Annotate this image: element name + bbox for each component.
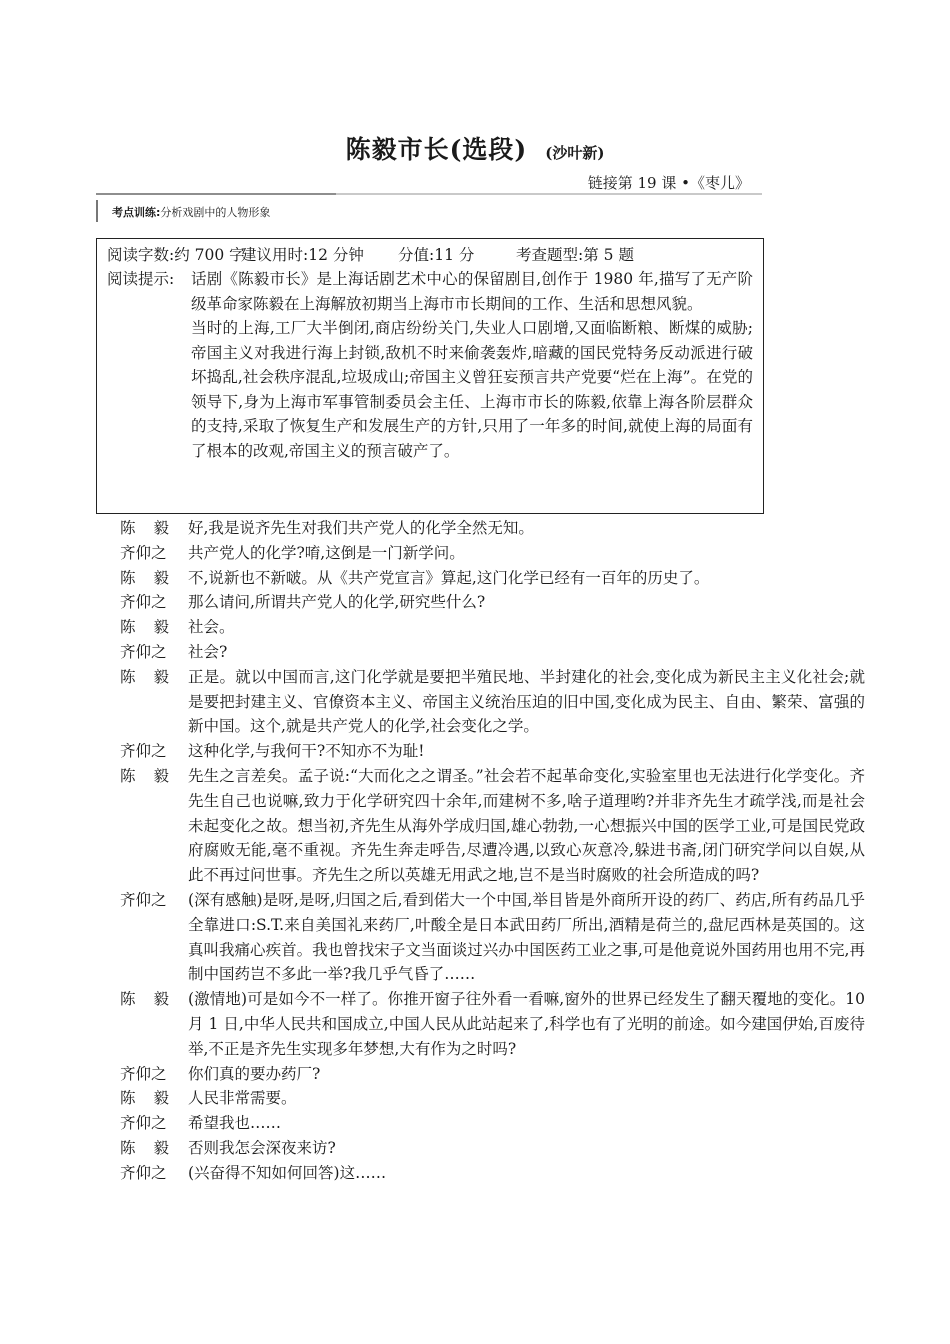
speaker: 齐仰之 xyxy=(120,1163,167,1182)
speaker: 齐仰之 xyxy=(120,1114,167,1133)
dialogue-line xyxy=(120,764,865,888)
speaker: 齐仰之 xyxy=(120,1064,167,1083)
speech-text: 这种化学,与我何干?不知亦不为耻! xyxy=(188,742,425,761)
speech-text: 好,我是说齐先生对我们共产党人的化学全然无知。 xyxy=(188,519,534,537)
dialogue-line xyxy=(120,615,865,640)
training-label: 考点训练: xyxy=(112,206,161,219)
speaker: 陈毅 xyxy=(120,519,188,537)
dialogue-line xyxy=(120,590,865,615)
speaker: 陈毅 xyxy=(120,618,188,637)
reading-info-box xyxy=(96,238,764,514)
tip-body xyxy=(191,267,753,463)
speech-text: 那么请问,所谓共产党人的化学,研究些什么? xyxy=(188,593,486,612)
speaker: 齐仰之 xyxy=(120,593,167,612)
speaker: 陈毅 xyxy=(120,667,188,686)
training-text: 分析戏剧中的人物形象 xyxy=(160,206,271,219)
speaker: 齐仰之 xyxy=(120,642,167,661)
speech-text: 否则我怎会深夜来访? xyxy=(188,1138,336,1157)
reading-stats xyxy=(107,243,755,268)
score: 分值:11 分 xyxy=(398,246,475,264)
dialogue-line xyxy=(120,665,865,739)
tip-paragraph: 当时的上海,工厂大半倒闭,商店纷纷关门,失业人口剧增,又面临断粮、断煤的威胁;帝国主义对我进行海上封锁,敌机不时来偷袭轰炸,暗藏的国民党特务反动派进行破坏捣乱,社会秩序混乱,垃圾成山;帝国主义曾狂妄预言共产党要“烂在上海”。在党的领导下,身为上海市军事管制委员会主任、上海市市长的陈毅,依靠上海各阶层群众的支持,采取了恢复生产和发展生产的方针,只用了一年多的时间,就使上海的局面有了根本的改观,帝国主义的预言破产了。 xyxy=(191,319,753,460)
speaker: 陈毅 xyxy=(120,990,188,1009)
dialogue-line xyxy=(120,987,865,1061)
page-title: 陈毅市长(选段) xyxy=(345,135,528,164)
link-reference: 链接第 19 课 •《枣儿》 xyxy=(587,174,750,192)
speaker: 齐仰之 xyxy=(120,890,167,909)
dialogue-line xyxy=(120,566,865,591)
speech-text: (深有感触)是呀,是呀,归国之后,看到偌大一个中国,举目皆是外商所开设的药厂、药店,所有药品几乎全靠进口:S.T.来自美国礼来药厂,叶酸全是日本武田药厂所出,酒精是荷兰的,盘尼西林是英国的。这真叫我痛心疾首。我也曾找宋子文当面谈过兴办中国医药工业之事,可是他竟说外国药用也用不完,再制中国药岂不多此一举?我几乎气昏了…… xyxy=(188,890,865,984)
dialogue-line xyxy=(120,1111,865,1136)
dialogue-line xyxy=(120,640,865,665)
speaker: 陈毅 xyxy=(120,568,188,587)
dialogue-line xyxy=(120,1062,865,1087)
title-block xyxy=(0,130,950,166)
speaker: 齐仰之 xyxy=(120,543,167,562)
question-type: 考查题型:第 5 题 xyxy=(516,246,634,264)
word-count: 阅读字数:约 700 字 xyxy=(107,246,245,264)
speaker: 陈毅 xyxy=(120,1138,188,1157)
speech-text: 正是。就以中国而言,这门化学就是要把半殖民地、半封建化的社会,变化成为新民主主义化社会;就是要把封建主义、官僚资本主义、帝国主义统治压迫的旧中国,变化成为民主、自由、繁荣、富强的新中国。这个,就是共产党人的化学,社会变化之学。 xyxy=(188,667,865,736)
speech-text: 希望我也…… xyxy=(188,1114,282,1133)
training-point xyxy=(96,200,270,222)
speech-text: (兴奋得不知如何回答)这…… xyxy=(188,1163,387,1182)
speech-text: 先生之言差矣。孟子说:“大而化之之谓圣。”社会若不起革命变化,实验室里也无法进行化学变化。齐先生自己也说嘛,致力于化学研究四十余年,而建树不多,啥子道理哟?并非齐先生才疏学浅,而是社会未起变化之故。想当初,齐先生从海外学成归国,雄心勃勃,一心想振兴中国的医学工业,可是国民党政府腐败无能,毫不重视。齐先生奔走呼告,尽遭冷遇,以致心灰意冷,躲进书斋,闭门研究学问以自娱,从此不再过问世事。齐先生之所以英雄无用武之地,岂不是当时腐败的社会所造成的吗? xyxy=(188,766,865,885)
divider-accent xyxy=(96,193,336,195)
dialogue-line xyxy=(120,888,865,987)
suggested-time: 建议用时:12 分钟 xyxy=(241,246,364,264)
speaker: 齐仰之 xyxy=(120,742,167,761)
speech-text: (激情地)可是如今不一样了。你推开窗子往外看一看嘛,窗外的世界已经发生了翻天覆地的变化。10 月 1 日,中华人民共和国成立,中国人民从此站起来了,科学也有了光明的前途。如今建国伊始,百废待举,不正是齐先生实现多年梦想,大有作为之时吗? xyxy=(188,990,865,1058)
dialogue-line xyxy=(120,1086,865,1111)
speech-text: 人民非常需要。 xyxy=(188,1089,297,1108)
dialogue xyxy=(120,516,865,1186)
dialogue-line xyxy=(120,1161,865,1186)
speaker: 陈毅 xyxy=(120,766,188,785)
speech-text: 不,说新也不新啵。从《共产党宣言》算起,这门化学已经有一百年的历史了。 xyxy=(188,568,710,587)
tip-paragraph: 话剧《陈毅市长》是上海话剧艺术中心的保留剧目,创作于 1980 年,描写了无产阶级革命家陈毅在上海解放初期当上海市市长期间的工作、生活和思想风貌。 xyxy=(191,270,753,313)
speaker: 陈毅 xyxy=(120,1089,188,1108)
dialogue-line xyxy=(120,1136,865,1161)
dialogue-line xyxy=(120,541,865,566)
tip-label: 阅读提示: xyxy=(107,270,175,288)
dialogue-line xyxy=(120,739,865,764)
speech-text: 社会。 xyxy=(188,618,235,637)
author: (沙叶新) xyxy=(545,144,605,162)
speech-text: 你们真的要办药厂? xyxy=(188,1064,321,1083)
dialogue-line xyxy=(120,516,865,541)
speech-text: 共产党人的化学?唷,这倒是一门新学问。 xyxy=(188,543,465,562)
speech-text: 社会? xyxy=(188,642,228,661)
